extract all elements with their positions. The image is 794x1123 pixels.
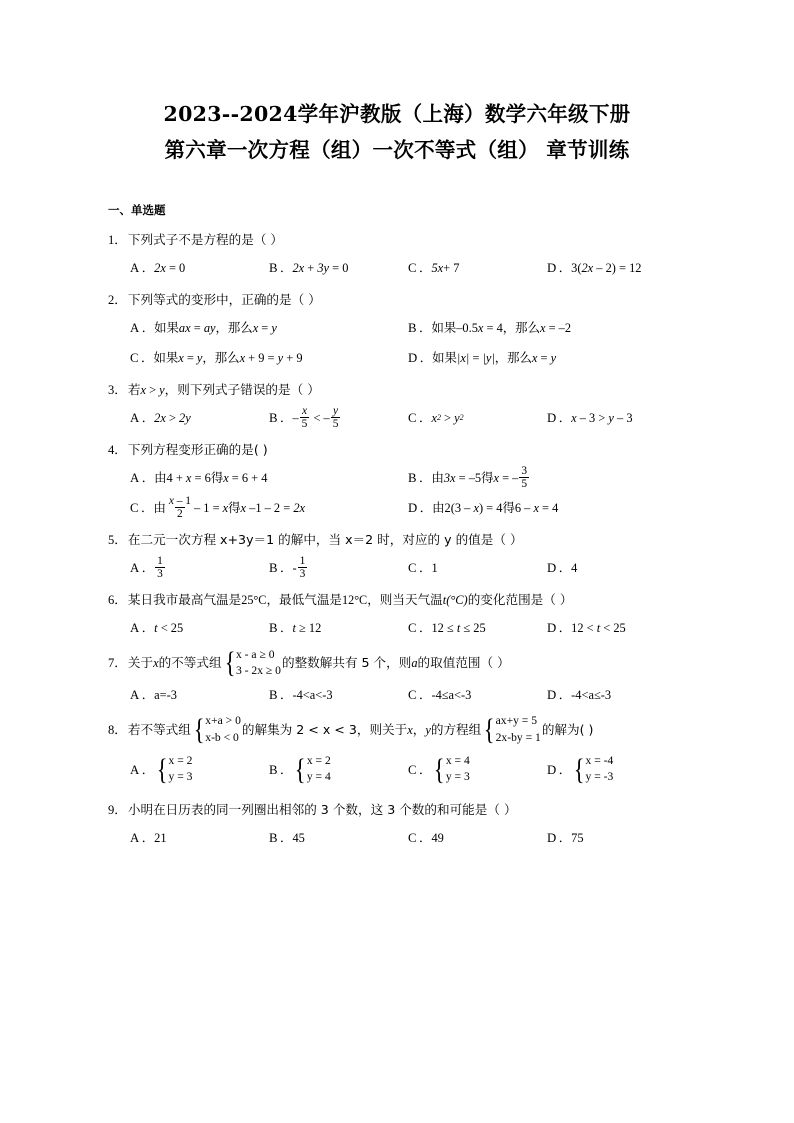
option-solution-system <box>572 753 613 786</box>
question-3-condition: x > y <box>140 383 165 397</box>
option-label: D <box>547 762 557 777</box>
system2-row-2: 2x-by = 1 <box>495 730 541 744</box>
question-3-options <box>108 403 686 433</box>
option-6-C[interactable]: C ． 12 ≤ t ≤ 25 <box>408 613 547 643</box>
option-label: B <box>269 687 279 702</box>
question-4-stem <box>108 437 686 463</box>
question-5-options <box>108 553 686 583</box>
option-solution-system <box>293 753 330 786</box>
solution-row-1: x = 2 <box>168 753 193 767</box>
option-label: A <box>130 830 140 845</box>
option-1-C[interactable]: C ． 5x + 7 <box>408 253 547 283</box>
option-6-B[interactable]: B ． t ≥ 12 <box>269 613 408 643</box>
option-2-D[interactable]: D ． 如果 |x| = |y| ，那么 x = y <box>408 343 686 373</box>
question-4-options-row1 <box>108 463 686 493</box>
option-text: 如果 <box>432 350 457 365</box>
question-1-number: 1． <box>108 233 127 247</box>
option-math: 2x + 3y = 0 <box>292 261 349 275</box>
question-6-text-a: 某日我市最高气温是 <box>127 592 242 607</box>
question-7-text-b: 的不等式组 <box>158 655 222 671</box>
option-label: A <box>130 687 140 702</box>
question-6-stem <box>108 587 686 613</box>
option-math: 12 ≤ t ≤ 25 <box>431 621 486 635</box>
option-label: A <box>130 561 140 575</box>
question-1 <box>108 227 686 283</box>
option-label: B <box>408 321 418 335</box>
option-label: A <box>130 321 140 335</box>
solution-row-2: y = 3 <box>168 770 193 784</box>
fraction-1-over-3: $\frac{1}{3}$ <box>157 554 163 580</box>
system-row-1: x - a ≥ 0 <box>235 647 275 661</box>
question-1-stem <box>108 227 686 253</box>
question-7-text-a: 关于 <box>127 655 154 671</box>
option-prefix: 由 <box>431 470 444 485</box>
question-9-number: 9． <box>108 802 127 817</box>
option-label: C <box>408 621 418 635</box>
system1-row-2: x-b < 0 <box>205 730 239 744</box>
option-4-B[interactable]: B ． 由 3x = –5 得 x = – $\frac{3}{5}$ <box>408 463 686 493</box>
solution-row-2: y = 4 <box>306 770 331 784</box>
option-5-A[interactable]: A ． $\frac{1}{3}$ <box>130 553 269 583</box>
option-math: 5x + 7 <box>431 261 460 275</box>
question-3-text-post: ，则下列式子错误的是（ ） <box>164 382 320 397</box>
option-math: x 2 > y 2 <box>431 411 464 425</box>
left-brace: { <box>573 752 585 786</box>
option-3-A[interactable]: A ． 2x > 2y <box>130 403 269 433</box>
option-5-D[interactable]: D ． 4 <box>547 553 686 583</box>
option-text: ，那么 <box>502 320 540 335</box>
option-label: B <box>269 762 279 777</box>
option-prefix: 由 <box>154 470 167 485</box>
solution-row-1: x = 4 <box>445 753 470 767</box>
question-8-options <box>108 747 686 793</box>
question-5 <box>108 527 686 583</box>
question-8-text-a: 若不等式组 <box>127 722 191 738</box>
option-math: -4≤a<-3 <box>431 687 472 702</box>
title-line-1: 2023--2024学年沪教版（上海）数学六年级下册 <box>163 102 631 126</box>
left-brace: { <box>224 646 236 680</box>
question-4-text: 下列方程变形正确的是( ) <box>127 442 268 457</box>
option-8-A[interactable]: A ． { x = 2 y = 3 <box>130 747 269 793</box>
question-2-options-row1 <box>108 313 686 343</box>
option-label: D <box>547 411 557 425</box>
min-temperature: 12°C <box>342 593 368 607</box>
option-prefix: 由 <box>153 500 166 515</box>
option-prefix: 由 <box>432 500 445 515</box>
option-label: B <box>269 621 279 635</box>
question-9-text: 小明在日历表的同一列圈出相邻的 3 个数，这 3 个数的和可能是（ ） <box>127 801 517 817</box>
solution-row-2: y = 3 <box>445 770 470 784</box>
title-line-2: 第六章一次方程（组）一次不等式（组） 章节训练 <box>164 138 630 162</box>
option-math: - $\frac{1}{3}$ <box>292 554 306 580</box>
left-brace: { <box>434 752 446 786</box>
question-8-text-d: 的解为( ) <box>541 722 594 738</box>
question-2-stem <box>108 287 686 313</box>
option-6-D[interactable]: D ． 12 < t < 25 <box>547 613 686 643</box>
question-8-number: 8． <box>108 723 127 738</box>
option-math: 4 <box>571 561 578 575</box>
option-8-B[interactable]: B ． { x = 2 y = 4 <box>269 747 408 793</box>
option-2-B[interactable]: B ． 如果 –0.5 x = 4 ，那么 x = –2 <box>408 313 686 343</box>
fraction-x-minus-1-over-2: $\frac{x - 1}{2}$ <box>168 494 191 520</box>
option-3-B[interactable]: B ． – $\frac{x}{5}$ < – $\frac{y}{5}$ <box>269 403 408 433</box>
option-math: 12 < t < 25 <box>571 621 626 635</box>
option-solution-system <box>155 753 192 786</box>
option-math: 45 <box>292 830 305 845</box>
option-math: 2x = 0 <box>154 261 186 275</box>
option-label: C <box>130 351 140 365</box>
question-7-variable: x <box>153 656 159 671</box>
question-3-text-pre: 若 <box>127 382 141 397</box>
question-6-number: 6． <box>108 593 127 607</box>
option-label: A <box>130 762 140 777</box>
option-mid: 得 <box>502 500 515 515</box>
option-math: 75 <box>571 830 584 845</box>
question-2 <box>108 287 686 373</box>
option-1-A[interactable]: A ． 2x = 0 <box>130 253 269 283</box>
section-heading: 一、单选题 <box>108 203 166 217</box>
question-6-text-b: ，最低气温是 <box>266 592 342 607</box>
option-9-D[interactable]: D ． 75 <box>547 823 686 853</box>
max-temperature: 25°C <box>241 593 267 607</box>
option-5-C[interactable]: C ． 1 <box>408 553 547 583</box>
question-2-text: 下列等式的变形中，正确的是（ ） <box>127 292 321 307</box>
option-9-A[interactable]: A ． 21 <box>130 823 269 853</box>
option-2-A[interactable]: A ． 如果 ax = ay ，那么 x = y <box>130 313 408 343</box>
question-7-text-c: 的整数解共有 5 个，则 <box>281 655 412 671</box>
question-3-stem <box>108 377 686 403</box>
option-label: B <box>269 561 279 575</box>
option-label: C <box>408 687 418 702</box>
option-2-C[interactable]: C ． 如果 x = y ，那么 x + 9 = y + 9 <box>130 343 408 373</box>
option-1-B[interactable]: B ． 2x + 3y = 0 <box>269 253 408 283</box>
solution-row-1: x = 2 <box>306 753 331 767</box>
option-math: 49 <box>431 830 444 845</box>
option-math: 2x > 2y <box>154 411 191 425</box>
option-math: -4<a≤-3 <box>571 687 612 702</box>
fraction-x-over-5: $\frac{x}{5}$ <box>301 404 308 430</box>
option-math: t < 25 <box>154 621 184 635</box>
question-1-text: 下列式子不是方程的是（ ） <box>127 232 284 247</box>
option-5-B[interactable]: B ． - $\frac{1}{3}$ <box>269 553 408 583</box>
option-label: A <box>130 261 140 275</box>
option-label: D <box>408 501 418 515</box>
option-label: A <box>130 621 140 635</box>
question-8-sep: ， <box>412 722 426 738</box>
option-6-A[interactable]: A ． t < 25 <box>130 613 269 643</box>
question-6-options <box>108 613 686 643</box>
question-5-stem <box>108 527 686 553</box>
option-9-B[interactable]: B ． 45 <box>269 823 408 853</box>
question-6-text-c: ，则当天气温 <box>367 592 443 607</box>
question-9-options <box>108 823 686 853</box>
option-math: – $\frac{x}{5}$ < – $\frac{y}{5}$ <box>292 404 339 430</box>
option-math: t ≥ 12 <box>292 621 322 635</box>
option-math: 3( 2x – 2) = 12 <box>571 261 642 275</box>
question-8-text-b: 的解集为 2 < x < 3，则关于 <box>241 722 408 738</box>
option-text: 如果 <box>431 320 457 335</box>
option-label: C <box>408 762 418 777</box>
option-math: 1 <box>431 561 438 575</box>
solution-row-2: y = -3 <box>585 770 614 784</box>
question-9 <box>108 797 686 853</box>
question-8-stem <box>108 714 686 747</box>
option-label: D <box>408 351 418 365</box>
question-7 <box>108 647 686 710</box>
question-6 <box>108 587 686 643</box>
option-1-D[interactable]: D ． 3( 2x – 2) = 12 <box>547 253 686 283</box>
left-brace: { <box>295 752 307 786</box>
question-3-number: 3． <box>108 383 127 397</box>
question-2-number: 2． <box>108 293 127 307</box>
question-8-text-c: 的方程组 <box>430 722 482 738</box>
question-8-var-x: x <box>407 723 413 738</box>
option-text: ，那么 <box>494 350 532 365</box>
inequality-system-7 <box>223 647 281 680</box>
option-8-C[interactable]: C ． { x = 4 y = 3 <box>408 747 547 793</box>
option-text: ，那么 <box>215 320 253 335</box>
equation-system-8 <box>482 713 541 746</box>
option-label: C <box>408 261 418 275</box>
left-brace: { <box>156 752 168 786</box>
option-7-D[interactable]: D ． -4<a≤-3 <box>547 680 686 710</box>
option-text: 如果 <box>154 320 179 335</box>
option-8-D[interactable]: D ． { x = -4 y = -3 <box>547 747 686 793</box>
option-label: C <box>130 501 140 515</box>
inequality-system-8 <box>192 713 241 746</box>
option-3-C[interactable]: C ． x 2 > y 2 <box>408 403 547 433</box>
question-8-var-y: y <box>425 723 431 738</box>
question-9-stem <box>108 797 686 823</box>
question-content <box>0 202 794 853</box>
option-label: C <box>408 830 418 845</box>
question-7-number: 7． <box>108 656 127 671</box>
option-math: a=-3 <box>154 687 177 702</box>
option-mid: 得 <box>228 500 241 515</box>
question-7-options <box>108 680 686 710</box>
system-row-2: 3 - 2x ≥ 0 <box>235 663 281 677</box>
question-7-stem <box>108 647 686 680</box>
question-5-number: 5． <box>108 533 127 547</box>
system1-row-1: x+a > 0 <box>205 714 241 728</box>
fraction-y-over-5: $\frac{y}{5}$ <box>332 404 339 430</box>
option-label: D <box>547 830 557 845</box>
fraction-3-over-5: $\frac{3}{5}$ <box>521 464 528 490</box>
option-label: D <box>547 561 557 575</box>
left-brace: { <box>484 713 495 747</box>
option-7-B[interactable]: B ． -4<a<-3 <box>269 680 408 710</box>
option-label: C <box>408 411 418 425</box>
left-brace: { <box>193 713 205 747</box>
option-4-D[interactable]: D ． 由 2(3 – x ) = 4 得 6 – x = 4 <box>408 493 686 523</box>
option-4-C[interactable]: C ． 由 $\frac{x - 1}{2}$ – 1 = x 得 x –1 – 2 = 2x <box>130 493 408 523</box>
option-math: 21 <box>154 830 167 845</box>
question-4-options-row2 <box>108 493 686 523</box>
option-math: x – 3 > y – 3 <box>571 411 633 425</box>
option-label: B <box>269 830 279 845</box>
option-label: D <box>547 261 557 275</box>
option-label: D <box>547 687 557 702</box>
question-1-options <box>108 253 686 283</box>
question-5-text: 在二元一次方程 x+3y＝1 的解中，当 x＝2 时，对应的 y 的值是（ ） <box>127 532 523 547</box>
option-7-A[interactable]: A ． a=-3 <box>130 680 269 710</box>
option-4-A[interactable]: A ． 由 4 + x = 6 得 x = 6 + 4 <box>130 463 408 493</box>
question-3 <box>108 377 686 433</box>
option-text: 如果 <box>153 350 179 365</box>
option-label: A <box>130 471 140 485</box>
document-title <box>0 0 794 168</box>
option-mid: 得 <box>481 470 494 485</box>
option-label: B <box>408 471 418 485</box>
system2-row-1: ax+y = 5 <box>495 714 538 728</box>
option-label: B <box>269 261 279 275</box>
fraction-neg-1-over-3: $\frac{1}{3}$ <box>299 554 306 580</box>
option-label: C <box>408 561 418 575</box>
temperature-variable: t(°C) <box>442 593 468 607</box>
question-6-text-d: 的变化范围是（ ） <box>467 592 573 607</box>
question-7-param: a <box>411 656 418 671</box>
option-3-D[interactable]: D ． x – 3 > y – 3 <box>547 403 686 433</box>
question-4-number: 4． <box>108 443 127 457</box>
option-solution-system <box>432 753 469 786</box>
question-7-text-d: 的取值范围（ ） <box>417 655 510 671</box>
option-label: D <box>547 621 557 635</box>
option-text: ，那么 <box>202 350 240 365</box>
option-math <box>154 555 166 581</box>
question-2-options-row2 <box>108 343 686 373</box>
solution-row-1: x = -4 <box>585 753 614 767</box>
question-4 <box>108 437 686 523</box>
question-8 <box>108 714 686 793</box>
option-9-C[interactable]: C ． 49 <box>408 823 547 853</box>
option-label: A <box>130 411 140 425</box>
option-mid: 得 <box>210 470 224 485</box>
option-label: B <box>269 411 279 425</box>
option-7-C[interactable]: C ． -4≤a<-3 <box>408 680 547 710</box>
option-math: -4<a<-3 <box>292 687 333 702</box>
